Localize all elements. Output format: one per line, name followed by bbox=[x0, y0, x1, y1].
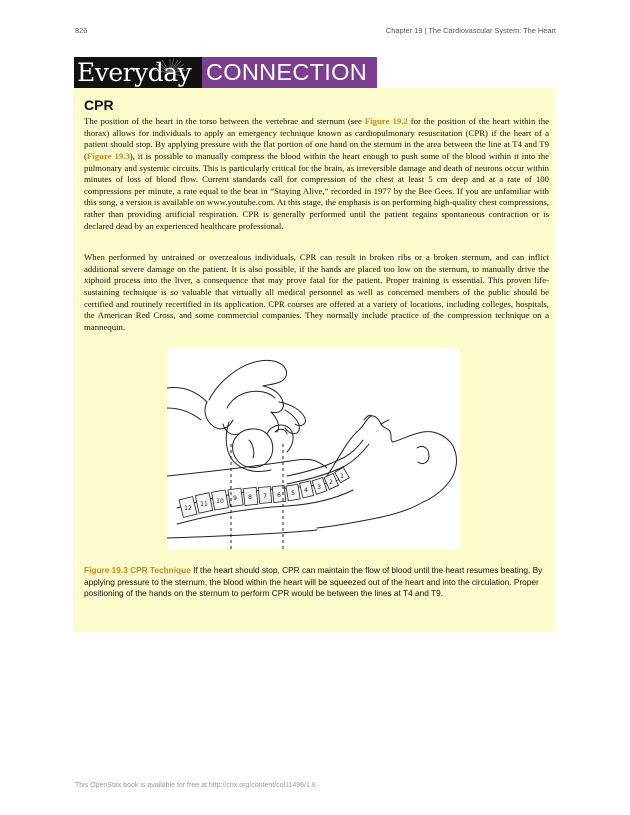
banner-everyday bbox=[74, 57, 202, 88]
banner-everyday-text: Everyday bbox=[77, 58, 192, 87]
paragraph-2: When performed by untrained or overzealous individuals, CPR can result in broken ribs or a broken sternum, and can inflict additional severe damage on the patient. It is also possible, if the hands are placed too low on the sternum, to manually drive the xiphoid process into the liver, a consequence that may prove fatal for the patient. Proper training is essential. This proven life-sustaining technique is so valuable that virtually all medical personnel as well as concerned members of the public should be certified and routinely recertified in its application. CPR courses are offered at a variety of locations, including colleges, hospitals, the American Red Cross, and some commercial companies. They normally include practice of the compression technique on a mannequin. bbox=[84, 252, 549, 332]
figure-19-3-link[interactable]: Figure 19.3 bbox=[86, 150, 130, 161]
cpr-figure bbox=[167, 348, 460, 549]
vertebra-label: 7 bbox=[263, 493, 267, 500]
para1-text-3: ), it is possible to manually compress the blood within the heart enough to push some of the blood within it into the pulmonary and systemic circuits. This is particularly critical for the brain, as irreversible damage and death of neurons occur within minutes of loss of blood flow. Current standards call for compression of the chest at least 5 cm deep and at a rate of 100 compressions per minute, a rate equal to the beat in “Staying Alive,” recorded in 1977 by the Bee Gees. If you are unfamiliar with this song, a version is available on www.youtube.com. At this stage, the emphasis is on performing high-quality chest compressions, rather than providing artificial respiration. CPR is generally performed until the patient regains spontaneous contraction or is declared dead by an experienced healthcare professional. bbox=[84, 150, 549, 231]
vertebra-label: 10 bbox=[216, 498, 224, 505]
page-number: 826 bbox=[75, 26, 88, 35]
vertebra-label: 5 bbox=[291, 490, 295, 497]
vertebra-label: 2 bbox=[329, 479, 333, 486]
vertebra-label: 8 bbox=[248, 494, 252, 501]
figure-caption bbox=[84, 565, 550, 600]
vertebra-label: 12 bbox=[184, 505, 192, 512]
banner-connection: CONNECTION bbox=[202, 57, 377, 88]
footer-note: This OpenStax book is available for free at http://cnx.org/content/col11496/1.8 bbox=[75, 782, 316, 789]
cpr-illustration bbox=[167, 348, 460, 549]
paragraph-1 bbox=[84, 116, 549, 232]
vertebra-label: 11 bbox=[200, 501, 208, 508]
para1-text-1: The position of the heart in the torso between the vertebrae and sternum (see bbox=[84, 116, 365, 126]
para1-text-2: for the position of the heart within the thorax) allows for individuals to apply an emergency technique known as cardiopulmonary resuscitation (CPR) if the heart of a patient should stop. By applying pressure with the flat portion of one hand on the sternum in the area between the line at T4 and T9 ( bbox=[84, 116, 549, 161]
caption-text: If the heart should stop, CPR can maintain the flow of blood until the heart resumes beating. By applying pressure to the sternum, the blood within the heart will be squeezed out of the heart and into the circulation. Proper positioning of the hands on the sternum to perform CPR would be between the lines at T4 and T9. bbox=[84, 565, 543, 599]
vertebra-label: 3 bbox=[317, 484, 321, 491]
vertebra-label: 1 bbox=[340, 473, 344, 480]
figure-19-2-link[interactable]: Figure 19.2 bbox=[364, 116, 408, 126]
vertebra-label: 6 bbox=[277, 492, 281, 499]
running-header: Chapter 19 | The Cardiovascular System: The Heart bbox=[385, 26, 556, 35]
section-title: CPR bbox=[84, 97, 114, 113]
vertebra-label: 4 bbox=[304, 487, 308, 494]
vertebra-label: 9 bbox=[233, 495, 237, 502]
everyday-connection-banner bbox=[74, 57, 377, 88]
figure-label: Figure 19.3 CPR Technique bbox=[84, 565, 191, 575]
